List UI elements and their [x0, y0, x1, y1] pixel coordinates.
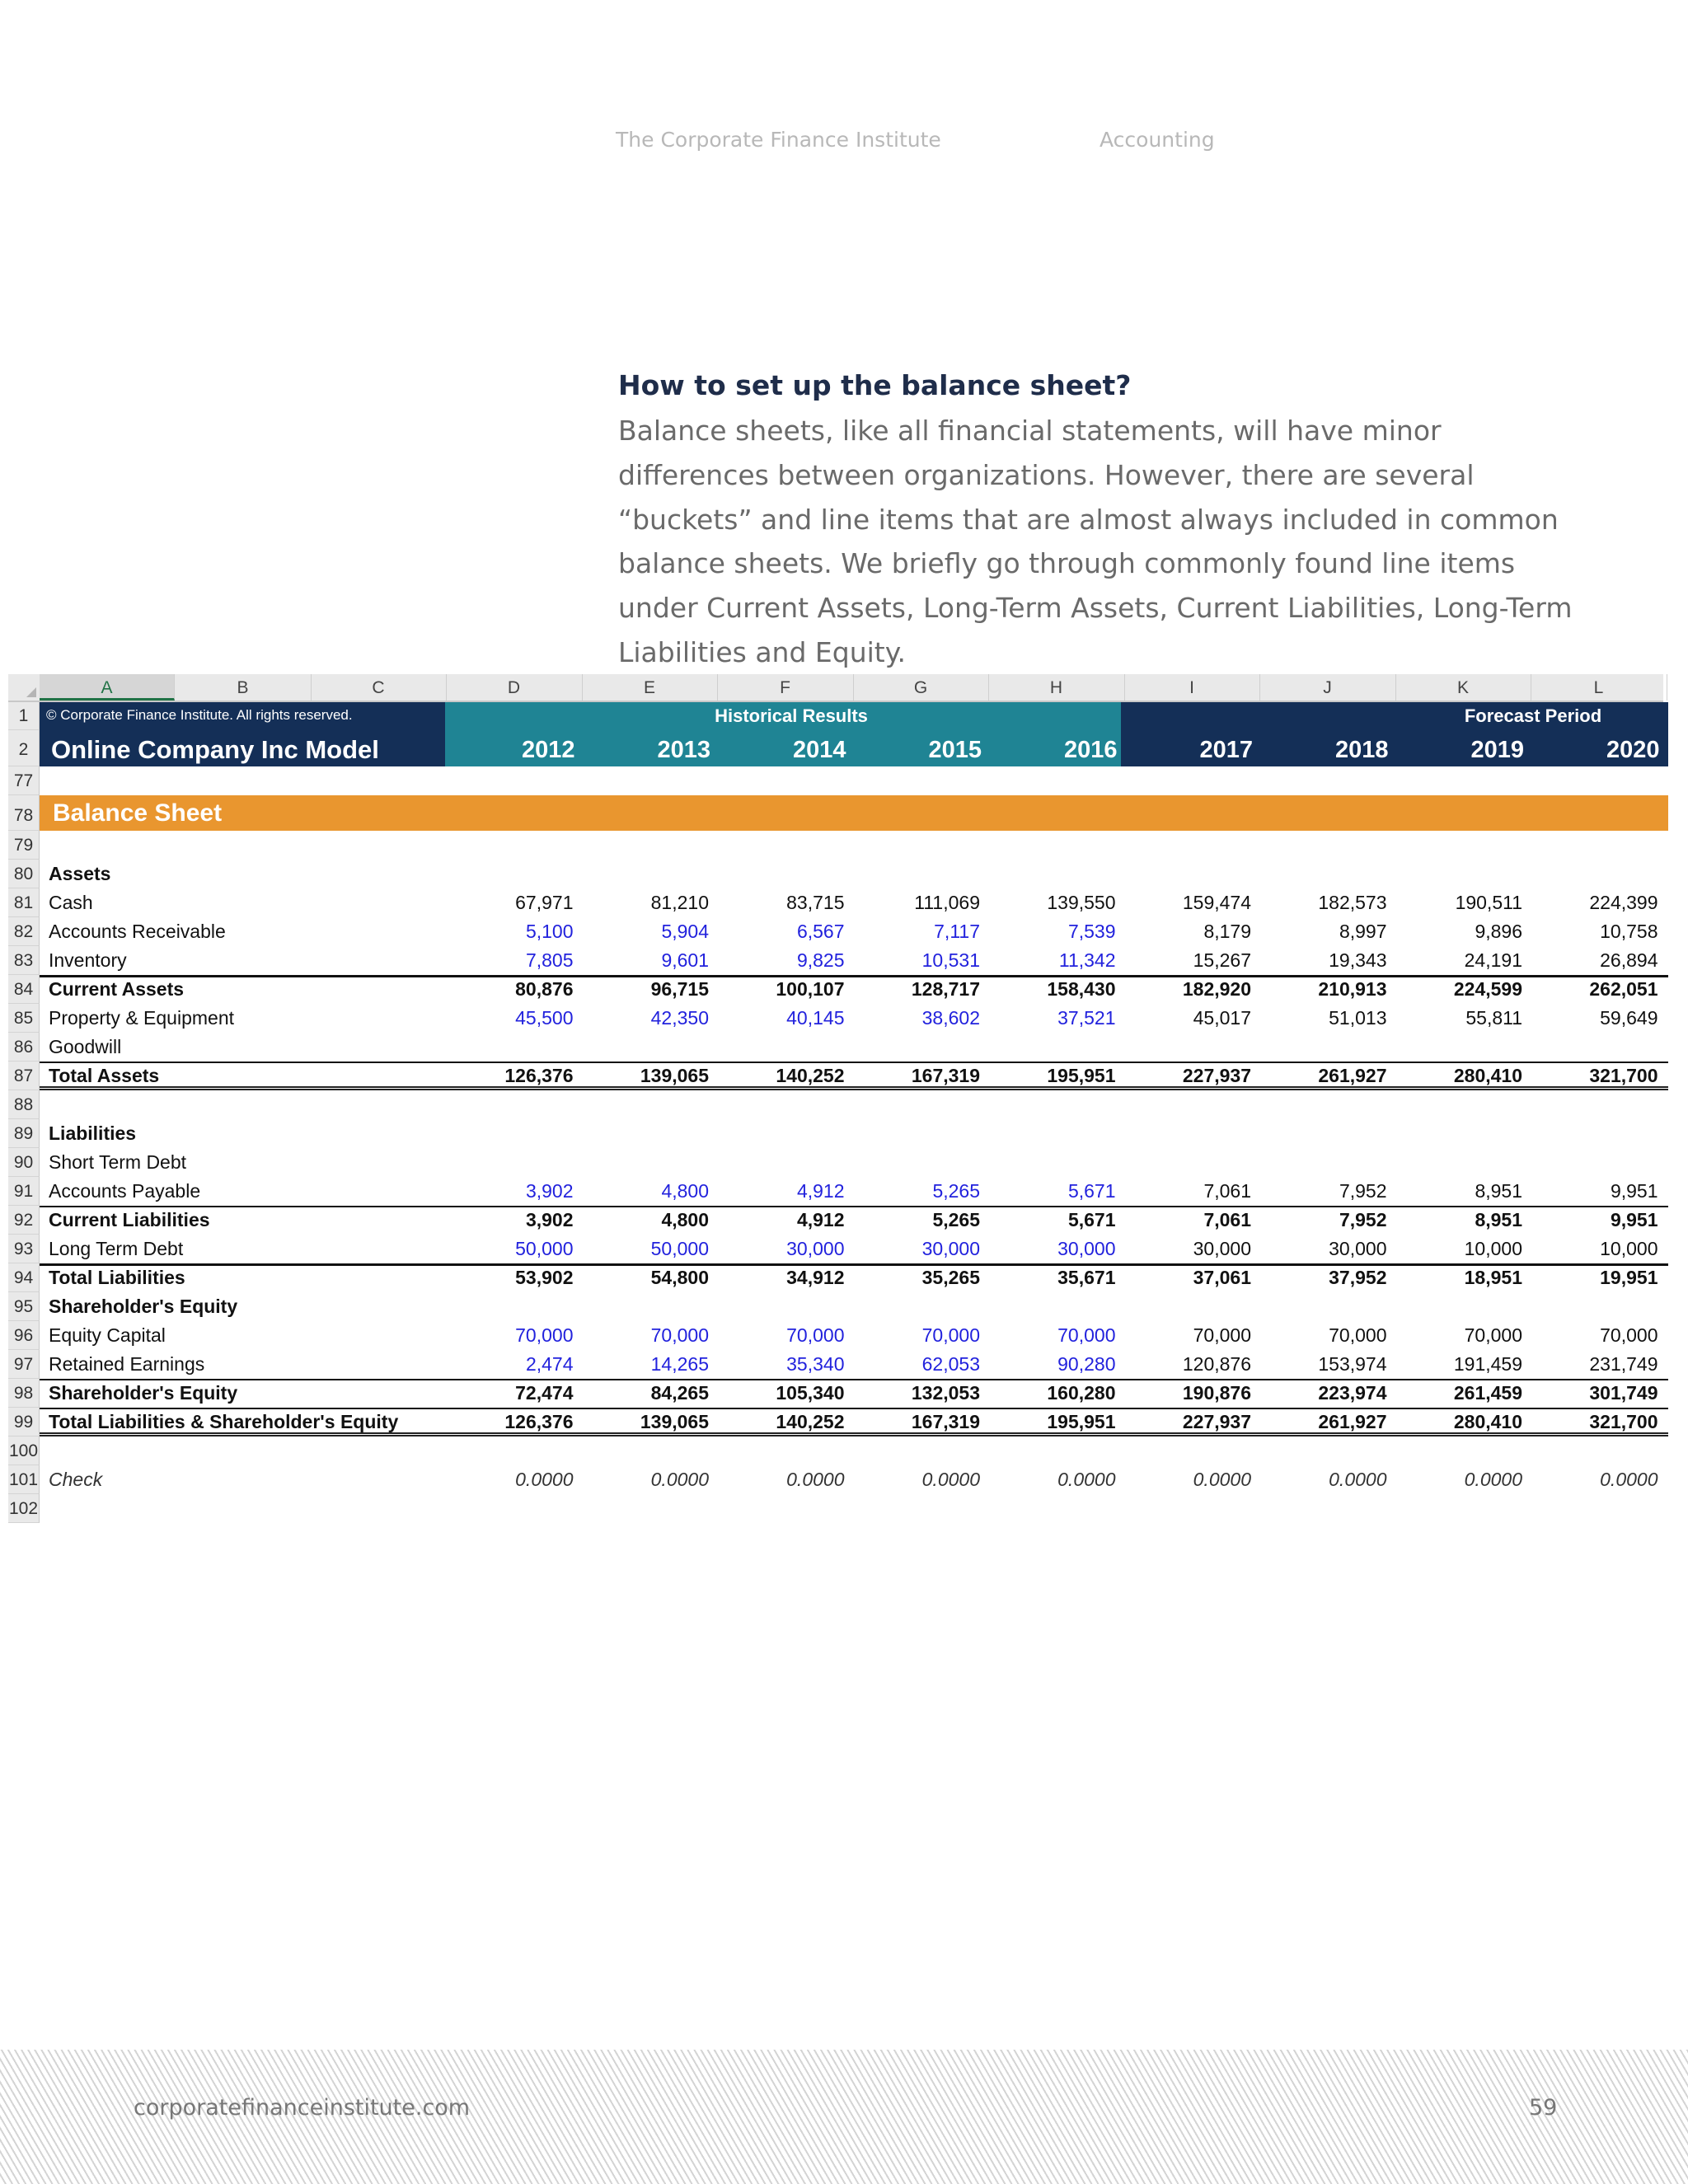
value-cell-2018[interactable]: 37,952: [1329, 1266, 1387, 1288]
row-label[interactable]: Current Assets: [49, 977, 185, 1000]
select-all-corner: [8, 674, 40, 701]
value-cell-2018[interactable]: 19,343: [1329, 949, 1387, 971]
copyright-text: © Corporate Finance Institute. All rights reserved.: [46, 707, 353, 723]
value-cell-2018[interactable]: 261,927: [1318, 1410, 1387, 1432]
value-cell-2019[interactable]: 0.0000: [1464, 1468, 1522, 1490]
value-cell-2017[interactable]: 37,061: [1193, 1266, 1251, 1288]
row-number: 2: [8, 730, 40, 766]
sheet-row-95: [8, 1292, 1663, 1321]
balance-sheet-title: Balance Sheet: [53, 799, 223, 827]
value-cell-2019[interactable]: 8,951: [1475, 1208, 1522, 1230]
value-cell-2015[interactable]: 7,117: [934, 920, 980, 942]
row-label[interactable]: Assets: [49, 862, 111, 884]
row-number: 102: [8, 1494, 40, 1523]
value-cell-2017[interactable]: 7,061: [1203, 1208, 1251, 1230]
value-cell-2016[interactable]: 7,539: [1067, 920, 1116, 942]
row-number: 80: [8, 860, 40, 888]
column-header-a[interactable]: A: [40, 674, 175, 701]
value-cell-2017[interactable]: 8,179: [1203, 920, 1251, 942]
row-label[interactable]: Long Term Debt: [49, 1237, 184, 1259]
cell-border: [40, 1033, 1668, 1062]
column-header-c[interactable]: C: [311, 674, 447, 701]
column-header-f[interactable]: F: [718, 674, 854, 701]
sheet-row-91: [8, 1177, 1663, 1206]
value-cell-2013[interactable]: 5,904: [661, 920, 709, 942]
row-number: 86: [8, 1033, 40, 1062]
value-cell-2017[interactable]: 190,876: [1182, 1381, 1251, 1404]
row-label[interactable]: Goodwill: [49, 1035, 122, 1057]
value-cell-2018[interactable]: 261,927: [1318, 1064, 1387, 1086]
column-header-b[interactable]: B: [176, 674, 312, 701]
spreadsheet-screenshot: [8, 674, 1663, 1518]
row-label[interactable]: Current Liabilities: [49, 1208, 210, 1230]
value-cell-2015[interactable]: 111,069: [914, 891, 980, 913]
year-header: 2019: [1470, 737, 1524, 763]
column-header-d[interactable]: D: [447, 674, 583, 701]
value-cell-2013[interactable]: 14,265: [650, 1352, 709, 1375]
row-number: 93: [8, 1235, 40, 1263]
value-cell-2014[interactable]: 100,107: [776, 977, 845, 1000]
value-cell-2013[interactable]: 96,715: [650, 977, 709, 1000]
value-cell-2016[interactable]: 195,951: [1047, 1064, 1116, 1086]
value-cell-2016[interactable]: 195,951: [1047, 1410, 1116, 1432]
cell-border: [40, 1119, 1668, 1148]
value-cell-2012[interactable]: 3,902: [525, 1179, 574, 1202]
column-header-g[interactable]: G: [853, 674, 989, 701]
value-cell-2012[interactable]: 67,971: [515, 891, 574, 913]
row-number: 1: [8, 702, 40, 730]
value-cell-2020[interactable]: 321,700: [1589, 1410, 1658, 1432]
sheet-row-98: [8, 1379, 1663, 1408]
cell-border: [40, 831, 1668, 860]
row-number: 84: [8, 975, 40, 1004]
row-label[interactable]: Cash: [49, 891, 93, 913]
cell-border: [40, 1292, 1668, 1321]
header-category: Accounting: [1100, 128, 1215, 152]
section-heading: How to set up the balance sheet?: [618, 369, 1132, 401]
year-header: 2020: [1606, 737, 1660, 763]
row-number: 81: [8, 888, 40, 917]
value-cell-2015[interactable]: 10,531: [921, 949, 980, 971]
row-number: 101: [8, 1465, 40, 1494]
row-label[interactable]: Total Liabilities & Shareholder's Equity: [49, 1410, 399, 1432]
value-cell-2012[interactable]: 2,474: [525, 1352, 574, 1375]
value-cell-2019[interactable]: 224,599: [1453, 977, 1522, 1000]
sheet-row-84: [8, 975, 1663, 1004]
row-number: 94: [8, 1263, 40, 1292]
value-cell-2020[interactable]: 26,894: [1600, 949, 1658, 971]
value-cell-2017[interactable]: 7,061: [1203, 1179, 1251, 1202]
value-cell-2020[interactable]: 224,399: [1589, 891, 1658, 913]
value-cell-2013[interactable]: 4,800: [661, 1208, 709, 1230]
row-label[interactable]: Inventory: [49, 949, 127, 971]
value-cell-2016[interactable]: 0.0000: [1057, 1468, 1116, 1490]
header-publisher: The Corporate Finance Institute: [616, 128, 941, 152]
value-cell-2019[interactable]: 55,811: [1465, 1006, 1522, 1029]
value-cell-2019[interactable]: 18,951: [1464, 1266, 1522, 1288]
value-cell-2014[interactable]: 40,145: [786, 1006, 845, 1029]
value-cell-2018[interactable]: 30,000: [1329, 1237, 1387, 1259]
value-cell-2014[interactable]: 9,825: [796, 949, 845, 971]
row-number: 77: [8, 766, 40, 795]
value-cell-2016[interactable]: 158,430: [1047, 977, 1116, 1000]
value-cell-2018[interactable]: 0.0000: [1329, 1468, 1387, 1490]
value-cell-2012[interactable]: 0.0000: [515, 1468, 574, 1490]
value-cell-2013[interactable]: 42,350: [650, 1006, 709, 1029]
value-cell-2013[interactable]: 54,800: [650, 1266, 709, 1288]
page-number: 59: [1529, 2095, 1558, 2121]
sheet-row-99: [8, 1408, 1663, 1436]
value-cell-2015[interactable]: 35,265: [921, 1266, 980, 1288]
sheet-row-80: [8, 860, 1663, 888]
value-cell-2020[interactable]: 9,951: [1610, 1179, 1658, 1202]
sheet-row-78: [8, 795, 1663, 831]
value-cell-2018[interactable]: 70,000: [1329, 1324, 1387, 1346]
value-cell-2014[interactable]: 140,252: [776, 1410, 845, 1432]
value-cell-2017[interactable]: 182,920: [1182, 977, 1251, 1000]
value-cell-2012[interactable]: 80,876: [515, 977, 574, 1000]
row-number: 99: [8, 1408, 40, 1436]
value-cell-2014[interactable]: 34,912: [786, 1266, 845, 1288]
row-number: 89: [8, 1119, 40, 1148]
sheet-row-100: [8, 1436, 1663, 1465]
value-cell-2013[interactable]: 0.0000: [650, 1468, 709, 1490]
value-cell-2019[interactable]: 280,410: [1453, 1410, 1522, 1432]
value-cell-2016[interactable]: 37,521: [1057, 1006, 1116, 1029]
value-cell-2020[interactable]: 0.0000: [1600, 1468, 1658, 1490]
value-cell-2019[interactable]: 280,410: [1453, 1064, 1522, 1086]
value-cell-2018[interactable]: 223,974: [1318, 1381, 1387, 1404]
row-number: 88: [8, 1090, 40, 1119]
sheet-row-87: [8, 1062, 1663, 1090]
sheet-row-93: [8, 1235, 1663, 1263]
value-cell-2018[interactable]: 182,573: [1318, 891, 1387, 913]
value-cell-2020[interactable]: 10,758: [1600, 920, 1658, 942]
row-number: 91: [8, 1177, 40, 1206]
value-cell-2012[interactable]: 72,474: [515, 1381, 574, 1404]
value-cell-2016[interactable]: 90,280: [1057, 1352, 1116, 1375]
column-header-row: [8, 674, 1663, 702]
value-cell-2016[interactable]: 5,671: [1067, 1208, 1116, 1230]
value-cell-2015[interactable]: 5,265: [932, 1179, 980, 1202]
value-cell-2015[interactable]: 0.0000: [921, 1468, 980, 1490]
sheet-row-86: [8, 1033, 1663, 1062]
value-cell-2012[interactable]: 53,902: [515, 1266, 574, 1288]
row-label[interactable]: Total Liabilities: [49, 1266, 185, 1288]
row-label[interactable]: Accounts Payable: [49, 1179, 201, 1202]
value-cell-2019[interactable]: 261,459: [1453, 1381, 1522, 1404]
value-cell-2014[interactable]: 35,340: [786, 1352, 845, 1375]
value-cell-2020[interactable]: 321,700: [1589, 1064, 1658, 1086]
value-cell-2018[interactable]: 51,013: [1329, 1006, 1387, 1029]
row-number: 87: [8, 1062, 40, 1090]
value-cell-2014[interactable]: 6,567: [796, 920, 845, 942]
value-cell-2014[interactable]: 140,252: [776, 1064, 845, 1086]
value-cell-2020[interactable]: 301,749: [1589, 1381, 1658, 1404]
sheet-row-89: [8, 1119, 1663, 1148]
historical-results-label: Historical Results: [715, 705, 868, 726]
year-header: 2012: [521, 737, 575, 763]
value-cell-2015[interactable]: 38,602: [921, 1006, 980, 1029]
year-header: 2014: [792, 737, 846, 763]
sheet-row-90: [8, 1148, 1663, 1177]
column-header-j[interactable]: J: [1260, 674, 1396, 701]
sheet-row-77: [8, 766, 1663, 795]
model-title: Online Company Inc Model: [51, 735, 379, 764]
row-label[interactable]: Total Assets: [49, 1064, 160, 1086]
value-cell-2014[interactable]: 70,000: [786, 1324, 845, 1346]
value-cell-2012[interactable]: 50,000: [515, 1237, 574, 1259]
value-cell-2017[interactable]: 30,000: [1193, 1237, 1251, 1259]
sheet-row-101: [8, 1465, 1663, 1494]
value-cell-2020[interactable]: 59,649: [1600, 1006, 1658, 1029]
sheet-row-83: [8, 946, 1663, 975]
value-cell-2020[interactable]: 262,051: [1589, 977, 1658, 1000]
row-number: 82: [8, 917, 40, 946]
value-cell-2015[interactable]: 167,319: [911, 1410, 980, 1432]
row-number: 97: [8, 1350, 40, 1379]
cell-border: [40, 766, 1668, 795]
row-label[interactable]: Retained Earnings: [49, 1352, 205, 1375]
value-cell-2012[interactable]: 70,000: [515, 1324, 574, 1346]
value-cell-2014[interactable]: 4,912: [796, 1179, 845, 1202]
column-header-h[interactable]: H: [989, 674, 1125, 701]
row-number: 95: [8, 1292, 40, 1321]
sheet-row-96: [8, 1321, 1663, 1350]
value-cell-2018[interactable]: 7,952: [1339, 1208, 1387, 1230]
value-cell-2013[interactable]: 9,601: [661, 949, 709, 971]
row-number: 79: [8, 831, 40, 860]
value-cell-2020[interactable]: 9,951: [1610, 1208, 1658, 1230]
sheet-row-102: [8, 1494, 1663, 1523]
value-cell-2020[interactable]: 19,951: [1600, 1266, 1658, 1288]
value-cell-2017[interactable]: 120,876: [1182, 1352, 1251, 1375]
value-cell-2013[interactable]: 139,065: [640, 1064, 709, 1086]
value-cell-2013[interactable]: 81,210: [650, 891, 709, 913]
row-number: 85: [8, 1004, 40, 1033]
value-cell-2015[interactable]: 167,319: [911, 1064, 980, 1086]
value-cell-2019[interactable]: 8,951: [1475, 1179, 1522, 1202]
value-cell-2012[interactable]: 45,500: [515, 1006, 574, 1029]
row-label[interactable]: Short Term Debt: [49, 1151, 187, 1173]
value-cell-2019[interactable]: 191,459: [1453, 1352, 1522, 1375]
row-label[interactable]: Check: [49, 1468, 103, 1490]
value-cell-2016[interactable]: 11,342: [1058, 949, 1116, 971]
value-cell-2016[interactable]: 5,671: [1067, 1179, 1116, 1202]
value-cell-2018[interactable]: 8,997: [1339, 920, 1387, 942]
value-cell-2015[interactable]: 132,053: [911, 1381, 980, 1404]
value-cell-2018[interactable]: 153,974: [1318, 1352, 1387, 1375]
value-cell-2017[interactable]: 227,937: [1182, 1064, 1251, 1086]
value-cell-2020[interactable]: 10,000: [1600, 1237, 1658, 1259]
row-label[interactable]: Shareholder's Equity: [49, 1295, 238, 1317]
value-cell-2013[interactable]: 50,000: [650, 1237, 709, 1259]
column-header-k[interactable]: K: [1395, 674, 1531, 701]
value-cell-2019[interactable]: 10,000: [1464, 1237, 1522, 1259]
value-cell-2015[interactable]: 62,053: [921, 1352, 980, 1375]
value-cell-2012[interactable]: 3,902: [525, 1208, 574, 1230]
sheet-row-92: [8, 1206, 1663, 1235]
cell-border: [40, 1148, 1668, 1177]
sheet-row-81: [8, 888, 1663, 917]
value-cell-2012[interactable]: 126,376: [504, 1410, 574, 1432]
value-cell-2014[interactable]: 83,715: [786, 891, 845, 913]
value-cell-2013[interactable]: 4,800: [661, 1179, 709, 1202]
sheet-row-88: [8, 1090, 1663, 1119]
value-cell-2016[interactable]: 70,000: [1057, 1324, 1116, 1346]
column-header-e[interactable]: E: [582, 674, 718, 701]
value-cell-2019[interactable]: 70,000: [1464, 1324, 1522, 1346]
sheet-row-94: [8, 1263, 1663, 1292]
year-header: 2015: [928, 737, 982, 763]
value-cell-2017[interactable]: 159,474: [1182, 891, 1251, 913]
year-header: 2013: [657, 737, 710, 763]
row-number: 78: [8, 795, 40, 831]
row-number: 90: [8, 1148, 40, 1177]
cell-border: [40, 1494, 1668, 1523]
sheet-row-1: [8, 702, 1663, 730]
value-cell-2014[interactable]: 0.0000: [786, 1468, 845, 1490]
value-cell-2020[interactable]: 231,749: [1589, 1352, 1658, 1375]
sheet-row-79: [8, 831, 1663, 860]
value-cell-2015[interactable]: 128,717: [911, 977, 980, 1000]
value-cell-2015[interactable]: 30,000: [921, 1237, 980, 1259]
value-cell-2019[interactable]: 190,511: [1455, 891, 1522, 913]
value-cell-2012[interactable]: 5,100: [525, 920, 574, 942]
value-cell-2015[interactable]: 5,265: [932, 1208, 980, 1230]
section-body: Balance sheets, like all financial statements, will have minor differences between organizations. However, there are several “buckets” and line items that are almost always included in common balance sheets. We briefly go through commonly found line items under Current Assets, Long-Term Assets, Current Liabilities, Long-Term Liabilities and Equity.: [618, 415, 1573, 668]
year-header: 2017: [1199, 737, 1253, 763]
value-cell-2017[interactable]: 15,267: [1193, 949, 1251, 971]
year-header: 2016: [1063, 737, 1118, 763]
year-header: 2018: [1334, 737, 1389, 763]
forecast-period-label: Forecast Period: [1464, 705, 1602, 726]
cell-border: [40, 1436, 1668, 1465]
value-cell-2014[interactable]: 30,000: [786, 1237, 845, 1259]
value-cell-2013[interactable]: 139,065: [640, 1410, 709, 1432]
value-cell-2017[interactable]: 227,937: [1182, 1410, 1251, 1432]
page-footer: [0, 2050, 1688, 2184]
sheet-row-97: [8, 1350, 1663, 1379]
value-cell-2017[interactable]: 0.0000: [1193, 1468, 1251, 1490]
row-label[interactable]: Shareholder's Equity: [49, 1381, 238, 1404]
row-number: 92: [8, 1206, 40, 1235]
value-cell-2017[interactable]: 45,017: [1193, 1006, 1251, 1029]
row-label[interactable]: Equity Capital: [49, 1324, 166, 1346]
row-label[interactable]: Liabilities: [49, 1122, 137, 1144]
value-cell-2020[interactable]: 70,000: [1600, 1324, 1658, 1346]
value-cell-2014[interactable]: 105,340: [776, 1381, 845, 1404]
value-cell-2016[interactable]: 35,671: [1057, 1266, 1116, 1288]
value-cell-2016[interactable]: 139,550: [1047, 891, 1116, 913]
value-cell-2013[interactable]: 70,000: [650, 1324, 709, 1346]
sheet-row-82: [8, 917, 1663, 946]
sheet-row-85: [8, 1004, 1663, 1033]
value-cell-2012[interactable]: 126,376: [504, 1064, 574, 1086]
value-cell-2017[interactable]: 70,000: [1193, 1324, 1251, 1346]
value-cell-2018[interactable]: 7,952: [1339, 1179, 1387, 1202]
section-band: [40, 795, 1668, 831]
row-number: 100: [8, 1436, 40, 1465]
value-cell-2016[interactable]: 160,280: [1047, 1381, 1116, 1404]
cell-border: [40, 1090, 1668, 1119]
footer-website: corporatefinanceinstitute.com: [134, 2095, 471, 2121]
row-number: 96: [8, 1321, 40, 1350]
value-cell-2019[interactable]: 24,191: [1464, 949, 1522, 971]
value-cell-2019[interactable]: 9,896: [1475, 920, 1522, 942]
value-cell-2013[interactable]: 84,265: [650, 1381, 709, 1404]
value-cell-2018[interactable]: 210,913: [1318, 977, 1387, 1000]
column-header-l[interactable]: L: [1531, 674, 1667, 701]
value-cell-2012[interactable]: 7,805: [525, 949, 574, 971]
cell-border: [40, 860, 1668, 888]
value-cell-2015[interactable]: 70,000: [921, 1324, 980, 1346]
row-label[interactable]: Accounts Receivable: [49, 920, 226, 942]
row-number: 83: [8, 946, 40, 975]
row-number: 98: [8, 1379, 40, 1408]
row-label[interactable]: Property & Equipment: [49, 1006, 235, 1029]
column-header-i[interactable]: I: [1124, 674, 1260, 701]
value-cell-2014[interactable]: 4,912: [796, 1208, 845, 1230]
value-cell-2016[interactable]: 30,000: [1057, 1237, 1116, 1259]
